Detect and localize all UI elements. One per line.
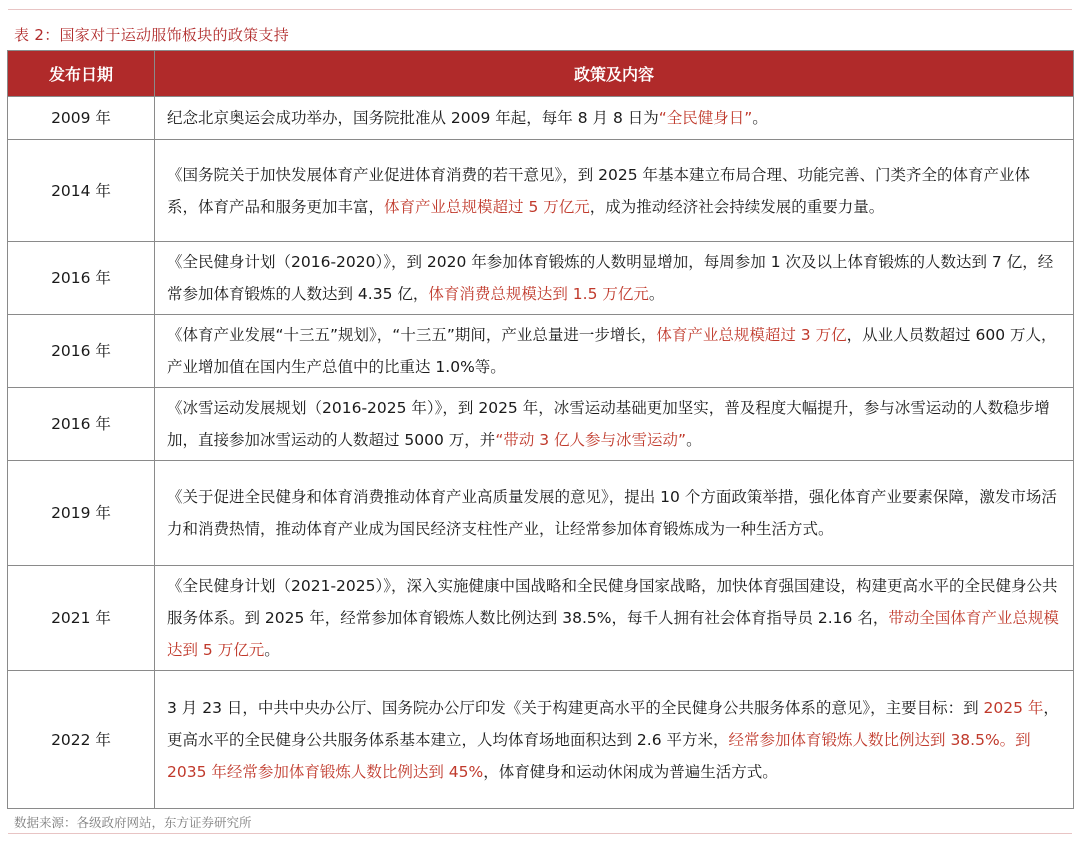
highlighted-text: 2025 年 (983, 698, 1044, 717)
row-policy-content (155, 671, 1074, 809)
row-year: 2014 年 (8, 140, 155, 242)
table-row (8, 242, 1074, 315)
policy-text: 《体育产业发展“十三五”规划》，“十三五”期间，产业总量进一步增长， (167, 326, 657, 344)
row-year: 2021 年 (8, 566, 155, 671)
highlighted-text: “带动 3 亿人参与冰雪运动” (495, 431, 687, 449)
table-row (8, 388, 1074, 461)
table-row (8, 671, 1074, 809)
header-date: 发布日期 (8, 51, 155, 97)
row-year: 2016 年 (8, 242, 155, 315)
row-year: 2022 年 (8, 671, 155, 809)
table-row (8, 461, 1074, 566)
highlighted-text: 体育产业总规模超过 5 万亿元 (384, 197, 590, 216)
policy-table (7, 50, 1074, 809)
policy-text: ，更高水平的全民健身公共服务体系基本建立，人均体育场地面积达到 2.6 平方米， (167, 698, 1059, 749)
policy-text: 。 (752, 109, 768, 127)
policy-text: 《国务院关于加快发展体育产业促进体育消费的若干意见》，到 2025 年基本建立布局合理、功能完善、门类齐全的体育产业体系，体育产品和服务更加丰富， (167, 165, 1031, 216)
policy-text: ，从业人员数超过 600 万人，产业增加值在国内生产总值中的比重达 1.0%等。 (167, 326, 1057, 376)
table-row (8, 140, 1074, 242)
policy-text: 《冰雪运动发展规划（2016-2025 年）》，到 2025 年，冰雪运动基础更加坚实，普及程度大幅提升，参与冰雪运动的人数稳步增加，直接参加冰雪运动的人数超过 5000 万，并 (167, 399, 1050, 449)
row-policy-content (155, 315, 1074, 388)
table-row (8, 566, 1074, 671)
table-caption: 表 2：国家对于运动服饰板块的政策支持 (14, 26, 290, 44)
policy-text: 。 (648, 285, 665, 303)
source-note: 数据来源：各级政府网站，东方证券研究所 (14, 815, 252, 830)
highlighted-text: 经常参加体育锻炼人数比例达到 38.5%。到 2035 年经常参加体育锻炼人数比例达到 45% (167, 730, 1031, 781)
policy-text: 。 (264, 641, 280, 659)
row-policy-content (155, 388, 1074, 461)
policy-text: 纪念北京奥运会成功举办，国务院批准从 2009 年起，每年 8 月 8 日为 (167, 109, 659, 127)
policy-text: ，体育健身和运动休闲成为普遍生活方式。 (483, 762, 778, 781)
policy-text: 。 (686, 431, 702, 449)
row-year: 2016 年 (8, 388, 155, 461)
highlighted-text: 带动全国体育产业总规模达到 5 万亿元 (167, 609, 1059, 659)
policy-text: 《全民健身计划（2021-2025）》，深入实施健康中国战略和全民健身国家战略，加快体育强国建设，构建更高水平的全民健身公共服务体系。到 2025 年，经常参加体育锻炼人数比例达到 38.5%，每千人拥有社会体育指导员 2.16 名， (167, 577, 1058, 627)
row-policy-content (155, 140, 1074, 242)
bottom-divider (8, 833, 1072, 834)
highlighted-text: 体育消费总规模达到 1.5 万亿元 (428, 285, 649, 303)
policy-text: 《关于促进全民健身和体育消费推动体育产业高质量发展的意见》，提出 10 个方面政策举措，强化体育产业要素保障，激发市场活力和消费热情，推动体育产业成为国民经济支柱性产业，让经常参加体育锻炼成为一种生活方式。 (167, 488, 1057, 538)
row-policy-content (155, 97, 1074, 140)
top-divider (8, 9, 1072, 10)
policy-text: 3 月 23 日，中共中央办公厅、国务院办公厅印发《关于构建更高水平的全民健身公共服务体系的意见》，主要目标：到 (167, 698, 984, 717)
row-year: 2016 年 (8, 315, 155, 388)
highlighted-text: “全民健身日” (658, 109, 753, 127)
policy-text: 《全民健身计划（2016-2020）》，到 2020 年参加体育锻炼的人数明显增加，每周参加 1 次及以上体育锻炼的人数达到 7 亿，经常参加体育锻炼的人数达到 4.35 亿， (167, 253, 1054, 303)
header-content: 政策及内容 (155, 51, 1074, 97)
row-policy-content (155, 242, 1074, 315)
table-row (8, 315, 1074, 388)
row-year: 2019 年 (8, 461, 155, 566)
highlighted-text: 体育产业总规模超过 3 万亿 (656, 326, 847, 344)
table-header-row (8, 51, 1074, 97)
row-policy-content (155, 461, 1074, 566)
row-year: 2009 年 (8, 97, 155, 140)
table-row (8, 97, 1074, 140)
policy-text: ，成为推动经济社会持续发展的重要力量。 (589, 197, 885, 216)
row-policy-content (155, 566, 1074, 671)
